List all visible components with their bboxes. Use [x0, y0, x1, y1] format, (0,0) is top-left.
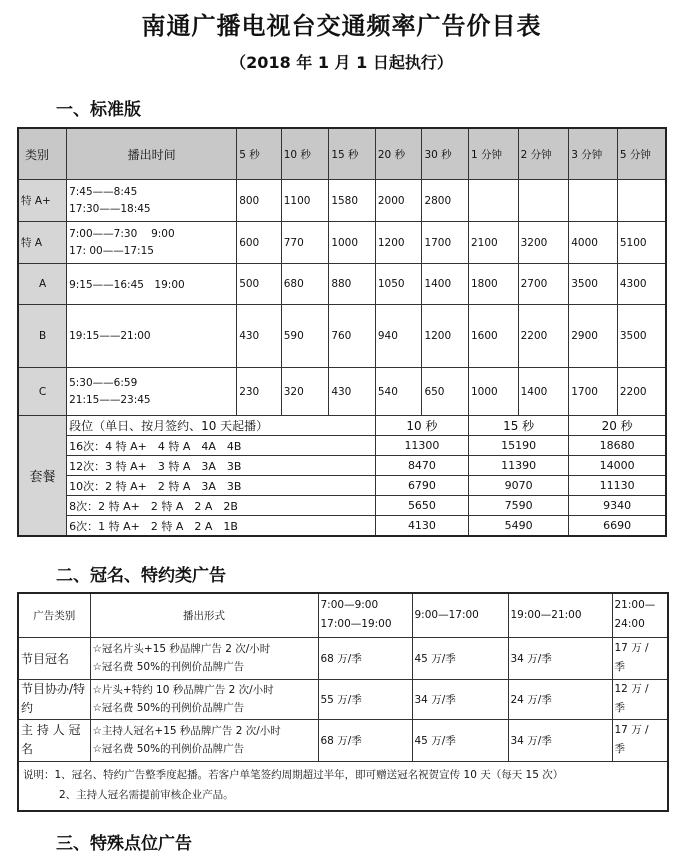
package-price: 5490 [469, 516, 569, 537]
price-cell: 880 [329, 264, 376, 305]
price-cell [569, 180, 618, 222]
price-cell: 590 [281, 305, 329, 368]
header-cell: 1 分钟 [469, 128, 519, 180]
header-cell: 广告类别 [18, 593, 90, 637]
form-cell [90, 719, 318, 761]
price-cell: 540 [375, 368, 422, 416]
package-row [18, 496, 666, 516]
note-line: 2、主持人冠名需提前审核企业产品。 [59, 788, 234, 801]
form-line: ☆冠名费 50%的刊例价品牌广告 [92, 661, 245, 673]
package-header-cell: 15 秒 [469, 416, 569, 436]
header-line: 21:00— [614, 599, 656, 612]
price-cell: 1400 [422, 264, 469, 305]
time-cell [67, 368, 237, 416]
table-row [18, 222, 666, 264]
price-cell [612, 679, 668, 719]
price-cell: 1700 [422, 222, 469, 264]
header-cell: 类别 [18, 128, 67, 180]
time-cell: 9:15——16:45 19:00 [67, 264, 237, 305]
price-cell: 1100 [281, 180, 329, 222]
table-header-row [18, 593, 668, 637]
table-row [18, 180, 666, 222]
category-cell: A [18, 264, 67, 305]
category-cell: C [18, 368, 67, 416]
table-row [18, 368, 666, 416]
header-cell: 20 秒 [375, 128, 422, 180]
package-header-cell: 10 秒 [375, 416, 468, 436]
price-cell: 2700 [518, 264, 569, 305]
package-price: 6690 [569, 516, 666, 537]
package-price: 14000 [569, 456, 666, 476]
note-line: 说明：1、冠名、特约广告整季度起播。若客户单笔签约周期超过半年，即可赠送冠名祝贺宣传 10 天（每天 15 次） [23, 768, 564, 781]
package-price: 11130 [569, 476, 666, 496]
price-cell: 1580 [329, 180, 376, 222]
ad-type-cell: 节目协办/特约 [18, 679, 90, 719]
price-cell: 45 万/季 [412, 719, 508, 761]
price-line: 17 万 / [614, 642, 649, 654]
form-cell [90, 637, 318, 679]
package-desc: 12次：3 特 A+ 3 特 A 3A 3B [67, 456, 376, 476]
price-cell: 230 [237, 368, 282, 416]
table-row [18, 719, 668, 761]
form-line: ☆冠名费 50%的刊例价品牌广告 [92, 743, 245, 755]
package-desc: 10次：2 特 A+ 2 特 A 3A 3B [67, 476, 376, 496]
price-cell: 770 [281, 222, 329, 264]
header-cell: 15 秒 [329, 128, 376, 180]
header-cell: 5 分钟 [617, 128, 666, 180]
package-price: 9340 [569, 496, 666, 516]
price-line: 季 [614, 743, 625, 755]
time-line: 21:15——23:45 [69, 393, 151, 406]
price-cell: 940 [375, 305, 422, 368]
price-cell [518, 180, 569, 222]
package-header-cell: 段位（单日、按月签约、10 天起播） [67, 416, 376, 436]
price-cell: 430 [329, 368, 376, 416]
price-cell: 1000 [329, 222, 376, 264]
time-cell [67, 222, 237, 264]
package-price: 15190 [469, 436, 569, 456]
table-header-row [18, 128, 666, 180]
price-cell: 3500 [617, 305, 666, 368]
package-desc: 6次：1 特 A+ 2 特 A 2 A 1B [67, 516, 376, 537]
package-price: 5650 [375, 496, 468, 516]
page-title: 南通广播电视台交通频率广告价目表 [141, 12, 542, 40]
price-cell: 760 [329, 305, 376, 368]
category-cell: 特 A [18, 222, 67, 264]
price-cell: 680 [281, 264, 329, 305]
price-line: 季 [614, 661, 625, 673]
price-cell [469, 180, 519, 222]
package-price: 6790 [375, 476, 468, 496]
price-cell: 2100 [469, 222, 519, 264]
price-cell: 500 [237, 264, 282, 305]
package-price: 11390 [469, 456, 569, 476]
package-price: 4130 [375, 516, 468, 537]
header-line: 24:00 [614, 618, 645, 631]
note-cell [18, 761, 668, 811]
price-cell: 600 [237, 222, 282, 264]
price-cell: 1700 [569, 368, 618, 416]
header-cell [318, 593, 412, 637]
price-cell: 1600 [469, 305, 519, 368]
price-cell: 4000 [569, 222, 618, 264]
package-price: 8470 [375, 456, 468, 476]
form-line: ☆冠名费 50%的刊例价品牌广告 [92, 702, 245, 714]
package-label: 套餐 [18, 416, 67, 537]
header-cell: 10 秒 [281, 128, 329, 180]
time-line: 7:45——8:45 [69, 185, 138, 198]
price-cell: 800 [237, 180, 282, 222]
category-cell: B [18, 305, 67, 368]
price-cell: 2900 [569, 305, 618, 368]
header-cell: 播出时间 [67, 128, 237, 180]
price-cell [617, 180, 666, 222]
section-heading-sponsor: 二、冠名、特约类广告 [56, 566, 226, 586]
header-cell: 播出形式 [90, 593, 318, 637]
price-cell: 2200 [518, 305, 569, 368]
header-cell [612, 593, 668, 637]
price-line: 12 万 / [614, 683, 649, 695]
price-cell: 1200 [422, 305, 469, 368]
package-header-row [18, 416, 666, 436]
standard-price-table [17, 127, 667, 537]
package-row [18, 456, 666, 476]
table-row [18, 305, 666, 368]
price-cell: 5100 [617, 222, 666, 264]
time-line: 17:30——18:45 [69, 202, 151, 215]
price-cell: 1050 [375, 264, 422, 305]
price-cell: 34 万/季 [508, 637, 612, 679]
price-cell [612, 637, 668, 679]
category-cell: 特 A+ [18, 180, 67, 222]
header-line: 17:00—19:00 [320, 618, 392, 631]
header-cell: 19:00—21:00 [508, 593, 612, 637]
price-cell: 68 万/季 [318, 637, 412, 679]
header-line: 7:00—9:00 [320, 599, 379, 612]
price-cell: 4300 [617, 264, 666, 305]
package-header-cell: 20 秒 [569, 416, 666, 436]
form-line: ☆冠名片头+15 秒品牌广告 2 次/小时 [92, 643, 271, 655]
price-cell [612, 719, 668, 761]
package-row [18, 476, 666, 496]
header-cell: 2 分钟 [518, 128, 569, 180]
price-line: 季 [614, 702, 625, 714]
table-row [18, 637, 668, 679]
price-cell: 3200 [518, 222, 569, 264]
price-cell: 2000 [375, 180, 422, 222]
table-row [18, 679, 668, 719]
time-line: 7:00——7:30 9:00 [69, 227, 175, 240]
ad-type-cell: 节目冠名 [18, 637, 90, 679]
price-line: 17 万 / [614, 724, 649, 736]
header-cell: 9:00—17:00 [412, 593, 508, 637]
page-subtitle: （2018 年 1 月 1 日起执行） [230, 53, 453, 72]
section-heading-special: 三、特殊点位广告 [56, 834, 192, 854]
price-cell: 1000 [469, 368, 519, 416]
package-desc: 16次：4 特 A+ 4 特 A 4A 4B [67, 436, 376, 456]
note-row [18, 761, 668, 811]
price-cell: 650 [422, 368, 469, 416]
price-cell: 34 万/季 [412, 679, 508, 719]
package-row [18, 436, 666, 456]
price-cell: 1800 [469, 264, 519, 305]
section-heading-standard: 一、标准版 [56, 100, 141, 120]
header-cell: 30 秒 [422, 128, 469, 180]
form-cell [90, 679, 318, 719]
price-cell: 24 万/季 [508, 679, 612, 719]
price-cell: 1200 [375, 222, 422, 264]
price-cell: 320 [281, 368, 329, 416]
time-line: 17: 00——17:15 [69, 244, 154, 257]
price-cell: 45 万/季 [412, 637, 508, 679]
price-cell: 68 万/季 [318, 719, 412, 761]
price-cell: 1400 [518, 368, 569, 416]
ad-type-cell: 主 持 人 冠名 [18, 719, 90, 761]
form-line: ☆主持人冠名+15 秒品牌广告 2 次/小时 [92, 725, 281, 737]
package-price: 11300 [375, 436, 468, 456]
time-line: 5:30——6:59 [69, 376, 138, 389]
price-cell: 2800 [422, 180, 469, 222]
package-desc: 8次：2 特 A+ 2 特 A 2 A 2B [67, 496, 376, 516]
sponsor-price-table [17, 592, 669, 812]
package-price: 9070 [469, 476, 569, 496]
price-cell: 34 万/季 [508, 719, 612, 761]
header-cell: 3 分钟 [569, 128, 618, 180]
package-price: 7590 [469, 496, 569, 516]
price-cell: 3500 [569, 264, 618, 305]
time-cell: 19:15——21:00 [67, 305, 237, 368]
table-row [18, 264, 666, 305]
price-cell: 55 万/季 [318, 679, 412, 719]
form-line: ☆片头+特约 10 秒品牌广告 2 次/小时 [92, 684, 274, 696]
price-cell: 2200 [617, 368, 666, 416]
package-row [18, 516, 666, 537]
header-cell: 5 秒 [237, 128, 282, 180]
price-cell: 430 [237, 305, 282, 368]
time-cell [67, 180, 237, 222]
package-price: 18680 [569, 436, 666, 456]
